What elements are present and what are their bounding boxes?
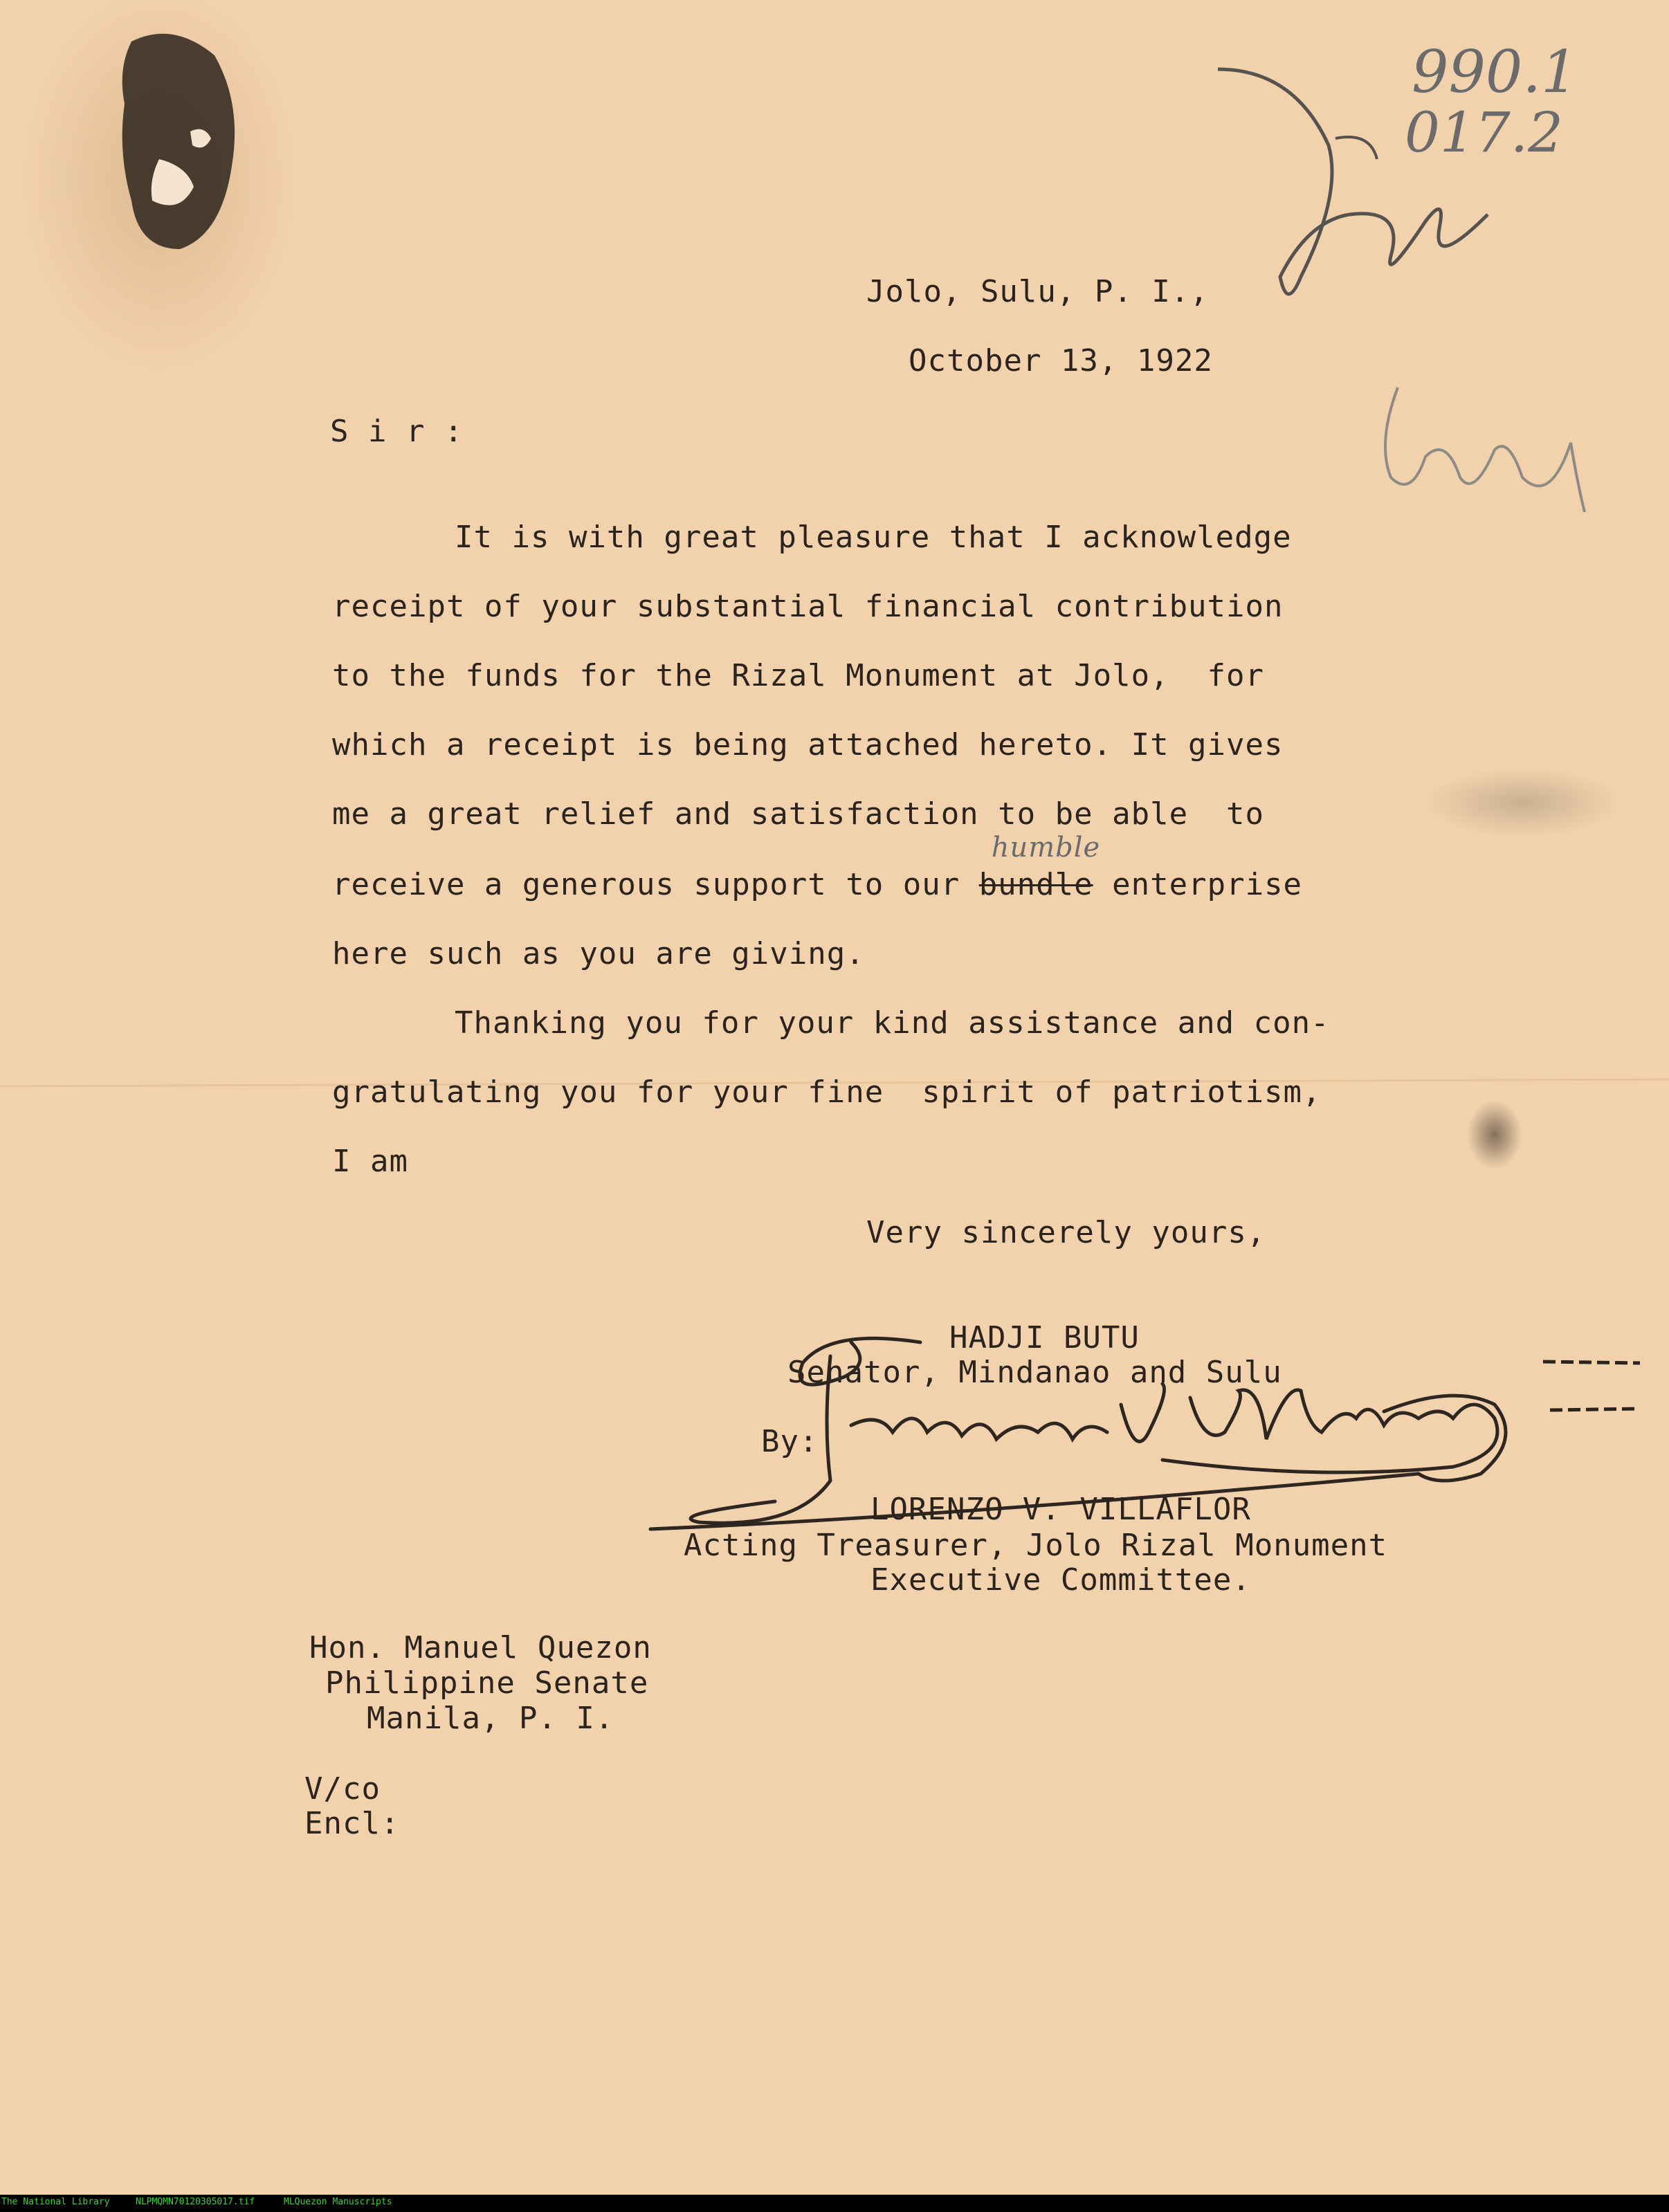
addressee-line-2: Philippine Senate: [325, 1665, 649, 1701]
body-line-9: gratulating you for your fine spirit of patriotism,: [332, 1075, 1322, 1110]
body-line-7: here such as you are giving.: [332, 936, 865, 971]
footer-filename: NLPMQMN70120305017.tif: [136, 2197, 255, 2207]
body-line-6-end: enterprise: [1112, 867, 1303, 902]
catalog-number-2: 017.2: [1405, 100, 1564, 165]
addressee-line-3: Manila, P. I.: [367, 1701, 614, 1736]
by-label: By:: [761, 1424, 819, 1459]
agent-title-line-1: Acting Treasurer, Jolo Rizal Monument: [684, 1528, 1388, 1563]
pencil-scrawl: [1370, 374, 1605, 526]
addressee-line-1: Hon. Manuel Quezon: [309, 1630, 652, 1665]
catalog-number-1: 990.1: [1412, 38, 1578, 106]
signer-title: Senator, Mindanao and Sulu: [787, 1355, 1282, 1390]
ink-blot: [111, 28, 249, 263]
body-line-8: Thanking you for your kind assistance and con-: [455, 1005, 1330, 1041]
body-line-2: receipt of your substantial financial contribution: [332, 589, 1284, 624]
struck-word-text: bundle: [978, 867, 1093, 902]
salutation: S i r :: [330, 414, 464, 449]
reference-initials: V/co: [304, 1771, 381, 1807]
handwritten-correction: humble: [991, 832, 1101, 863]
agent-title-line-2: Executive Committee.: [870, 1562, 1251, 1598]
body-line-6: [332, 832, 1303, 902]
letter-place: Jolo, Sulu, P. I.,: [866, 274, 1209, 309]
file-note-scrawl: [1211, 48, 1502, 339]
struck-word: [978, 832, 1101, 902]
archive-footer: [0, 2195, 1669, 2212]
footer-collection: MLQuezon Manuscripts: [284, 2197, 392, 2207]
margin-dashes: [1536, 1349, 1647, 1418]
body-line-5: me a great relief and satisfaction to be able to: [332, 796, 1265, 832]
body-line-10: I am: [332, 1144, 408, 1179]
body-line-1: It is with great pleasure that I acknowledge: [455, 520, 1292, 555]
body-line-3: to the funds for the Rizal Monument at Jolo, for: [332, 658, 1265, 693]
closing: Very sincerely yours,: [866, 1215, 1266, 1250]
signer-name: HADJI BUTU: [949, 1320, 1140, 1355]
body-line-6-start: receive a generous support to our: [332, 867, 960, 902]
enclosure-note: Encl:: [304, 1806, 400, 1841]
letter-date: October 13, 1922: [909, 343, 1213, 378]
agent-name: LORENZO V. VILLAFLOR: [870, 1492, 1251, 1527]
footer-institution: The National Library: [1, 2197, 110, 2207]
body-line-4: which a receipt is being attached hereto. It gives: [332, 727, 1284, 762]
